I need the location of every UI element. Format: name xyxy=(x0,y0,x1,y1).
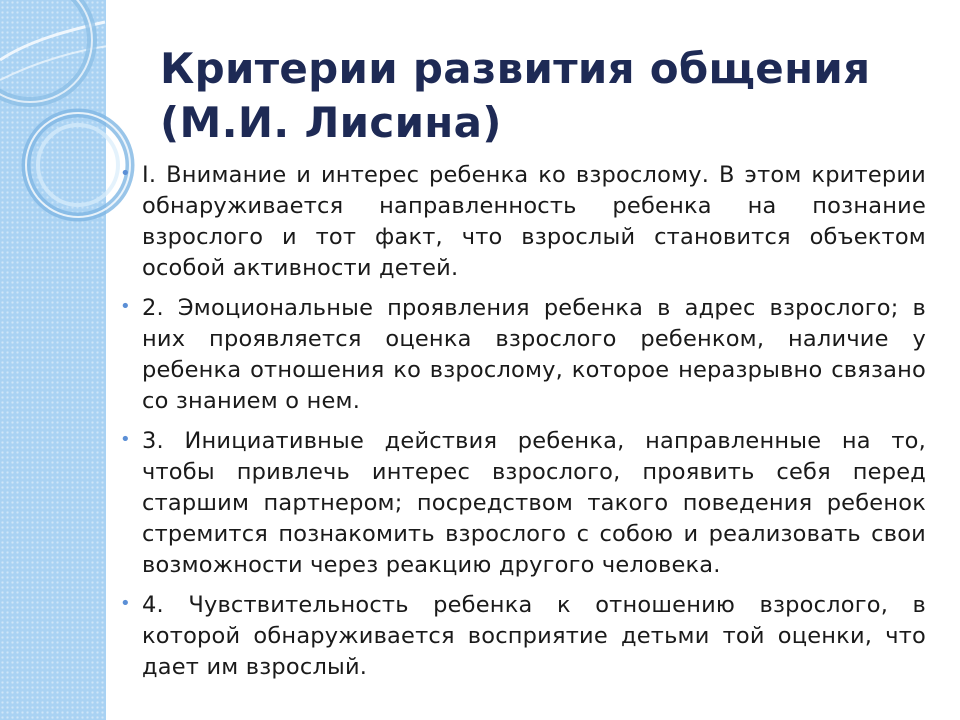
bullet-icon: • xyxy=(120,296,131,317)
bullet-icon: • xyxy=(120,163,131,184)
title-line-2: (М.И. Лисина) xyxy=(160,98,502,147)
list-item xyxy=(120,293,926,417)
decorative-rings-icon xyxy=(0,0,140,260)
list-item-text: 4. Чувствительность ребенка к отношению взрослого, в которой обнаруживается восприятие детьми той оценки, что дает им взрослый. xyxy=(142,592,926,680)
list-item-text: 2. Эмоциональные проявления ребенка в адрес взрослого; в них проявляется оценка взрослого ребенком, наличие у ребенка отношения ко взрослому, которое неразрывно связано со знанием о нем. xyxy=(142,295,926,414)
list-item xyxy=(120,590,926,683)
list-item xyxy=(120,160,926,284)
criteria-list xyxy=(120,160,926,692)
bullet-icon: • xyxy=(120,593,131,614)
bullet-icon: • xyxy=(120,429,131,450)
list-item-text: 3. Инициативные действия ребенка, направленные на то, чтобы привлечь интерес взрослого, проявить себя перед старшим партнером; посредством такого поведения ребенок стремится познакомить взрослого с собою и реализовать свои возможности через реакцию другого человека. xyxy=(142,428,926,578)
title-line-1: Критерии развития общения xyxy=(160,44,871,93)
list-item-text: I. Внимание и интерес ребенка ко взрослому. В этом критерии обнаруживается направленность ребенка на познание взрослого и тот факт, что взрослый становится объектом особой активности детей. xyxy=(142,162,926,281)
page-title xyxy=(160,42,920,150)
list-item xyxy=(120,426,926,581)
